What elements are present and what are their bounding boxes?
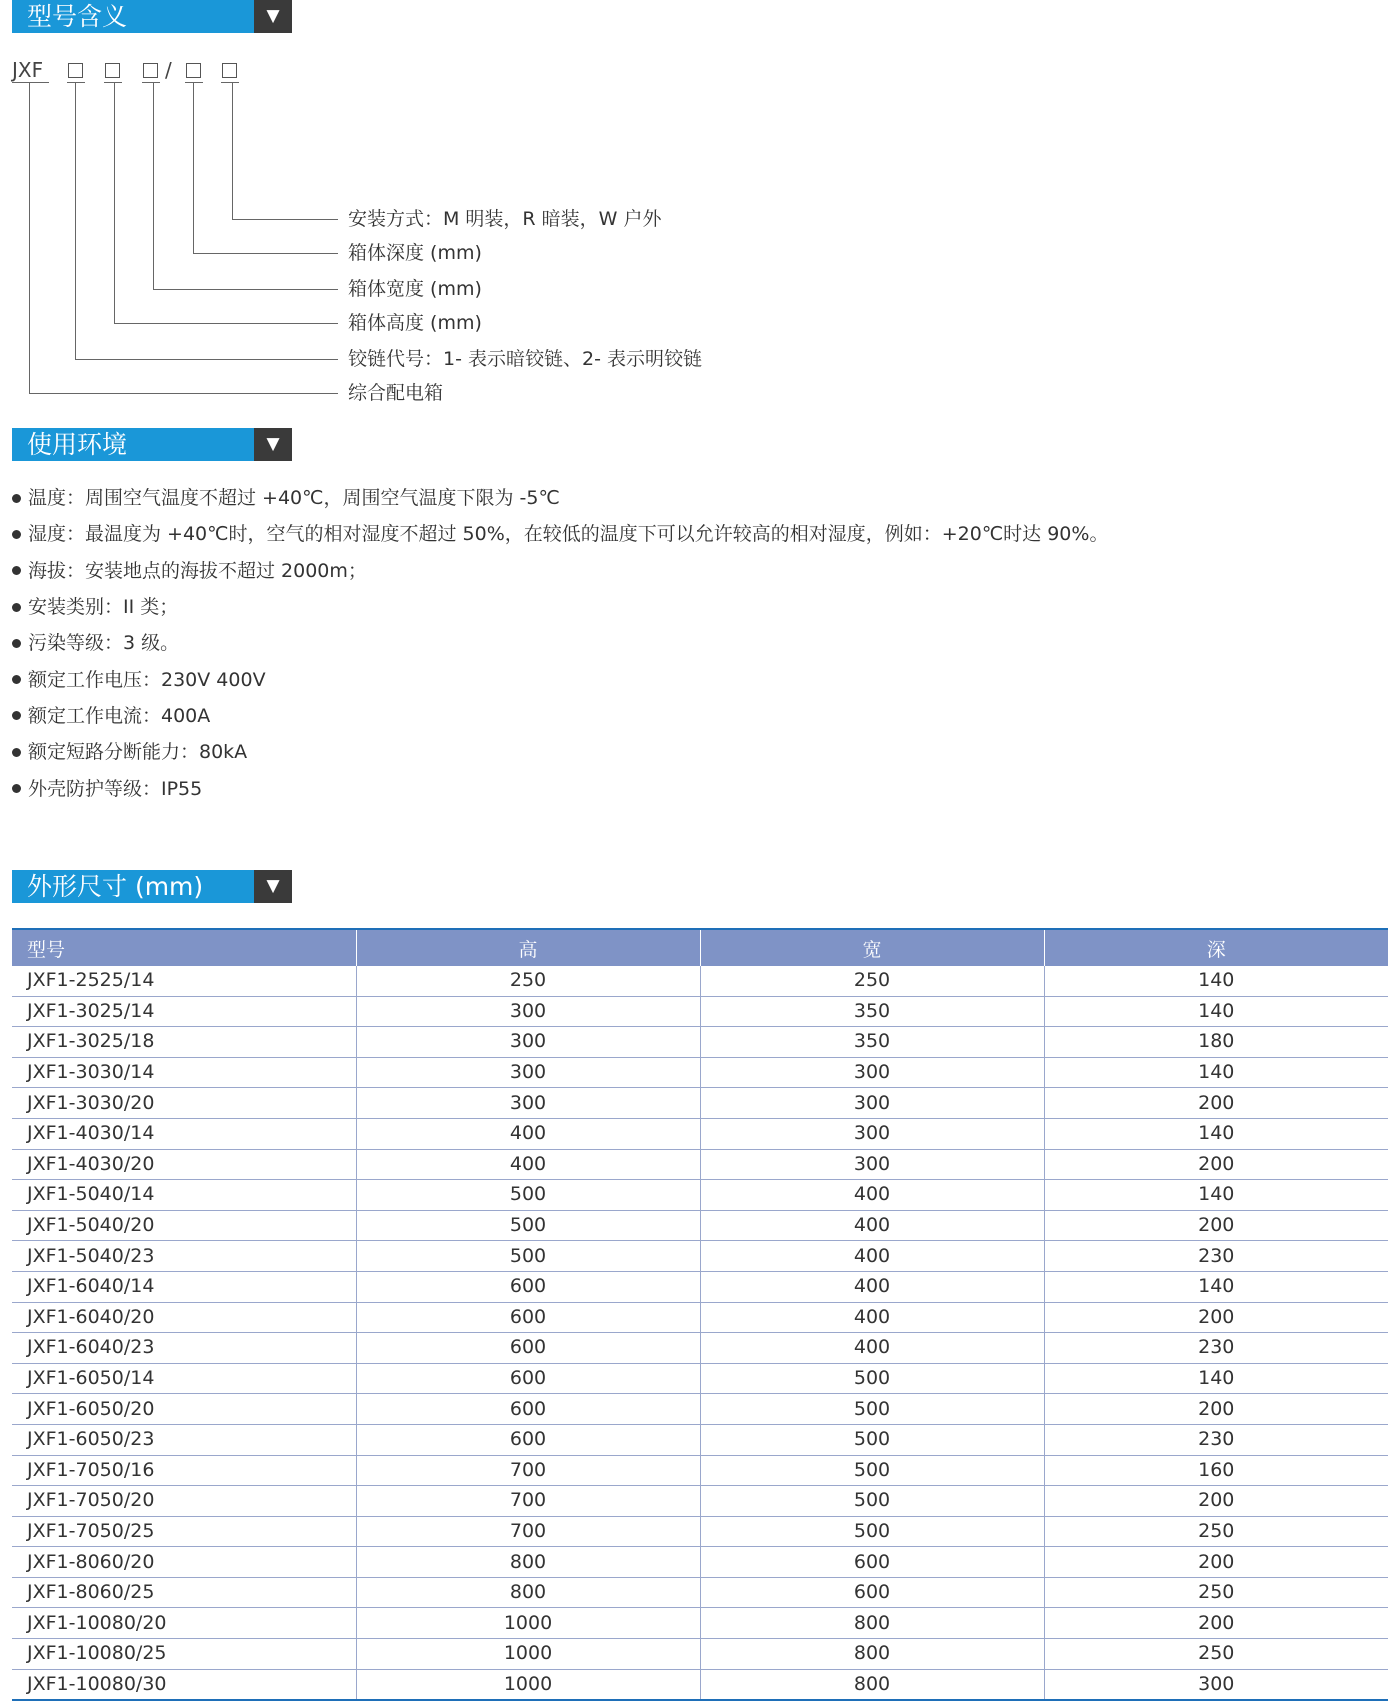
- code-box: [143, 63, 158, 78]
- cell-height: 1000: [356, 1669, 700, 1700]
- code-box: [105, 63, 120, 78]
- cell-height: 700: [356, 1516, 700, 1547]
- list-item: 海拔：安装地点的海拔不超过 2000m；: [12, 553, 1392, 589]
- table-row: [12, 1516, 1388, 1547]
- cell-model: JXF1-6050/23: [12, 1424, 356, 1455]
- underline: [67, 82, 85, 83]
- cell-width: 250: [700, 966, 1044, 996]
- cell-depth: 200: [1044, 1394, 1388, 1425]
- section-title: 型号含义: [12, 0, 254, 33]
- cell-height: 500: [356, 1180, 700, 1211]
- table-row: [12, 1027, 1388, 1058]
- table-row: [12, 1669, 1388, 1700]
- cell-width: 300: [700, 1118, 1044, 1149]
- cell-height: 600: [356, 1271, 700, 1302]
- cell-height: 600: [356, 1302, 700, 1333]
- cell-height: 300: [356, 996, 700, 1027]
- cell-model: JXF1-6040/14: [12, 1271, 356, 1302]
- bullet-icon: [12, 566, 21, 575]
- bullet-icon: [12, 748, 21, 757]
- environment-list: [12, 480, 1392, 807]
- cell-model: JXF1-6050/14: [12, 1363, 356, 1394]
- cell-width: 600: [700, 1547, 1044, 1578]
- cell-model: JXF1-5040/14: [12, 1180, 356, 1211]
- table-row: [12, 966, 1388, 996]
- cell-depth: 200: [1044, 1149, 1388, 1180]
- column-header-height: 高: [356, 929, 700, 966]
- cell-depth: 200: [1044, 1608, 1388, 1639]
- connector-line: [153, 83, 154, 289]
- cell-height: 500: [356, 1210, 700, 1241]
- code-description: 箱体深度 (mm): [348, 242, 482, 264]
- cell-model: JXF1-6040/23: [12, 1333, 356, 1364]
- table-row: [12, 1455, 1388, 1486]
- cell-model: JXF1-4030/14: [12, 1118, 356, 1149]
- connector-line: [29, 83, 30, 393]
- cell-width: 500: [700, 1486, 1044, 1517]
- underline: [142, 82, 160, 83]
- list-item: 额定工作电压：230V 400V: [12, 661, 1392, 697]
- cell-model: JXF1-10080/20: [12, 1608, 356, 1639]
- model-prefix: JXF: [12, 58, 44, 82]
- cell-width: 400: [700, 1241, 1044, 1272]
- code-description: 安装方式：M 明装，R 暗装，W 户外: [348, 208, 662, 230]
- table-row: [12, 1547, 1388, 1578]
- cell-height: 400: [356, 1118, 700, 1149]
- cell-width: 500: [700, 1363, 1044, 1394]
- code-description: 箱体高度 (mm): [348, 312, 482, 334]
- connector-line: [232, 83, 233, 219]
- table-row: [12, 1577, 1388, 1608]
- bullet-icon: [12, 603, 21, 612]
- section-title: 外形尺寸 (mm): [12, 870, 254, 903]
- cell-width: 350: [700, 996, 1044, 1027]
- bullet-icon: [12, 711, 21, 720]
- section-header-environment: [12, 428, 292, 461]
- connector-line: [153, 289, 338, 290]
- connector-line: [193, 83, 194, 253]
- table-body: [12, 966, 1388, 1700]
- cell-depth: 140: [1044, 996, 1388, 1027]
- cell-depth: 250: [1044, 1577, 1388, 1608]
- cell-width: 500: [700, 1516, 1044, 1547]
- table-row: [12, 1149, 1388, 1180]
- cell-model: JXF1-3025/18: [12, 1027, 356, 1058]
- code-description: 铰链代号：1- 表示暗铰链、2- 表示明铰链: [348, 348, 702, 370]
- cell-model: JXF1-5040/23: [12, 1241, 356, 1272]
- cell-model: JXF1-10080/30: [12, 1669, 356, 1700]
- cell-height: 600: [356, 1363, 700, 1394]
- connector-line: [75, 83, 76, 359]
- cell-model: JXF1-2525/14: [12, 966, 356, 996]
- bullet-icon: [12, 784, 21, 793]
- cell-width: 800: [700, 1639, 1044, 1670]
- list-item: 外壳防护等级：IP55: [12, 770, 1392, 806]
- cell-model: JXF1-8060/20: [12, 1547, 356, 1578]
- list-item: 额定工作电流：400A: [12, 698, 1392, 734]
- connector-line: [232, 219, 338, 220]
- cell-width: 350: [700, 1027, 1044, 1058]
- model-code-diagram: [0, 52, 760, 404]
- cell-depth: 230: [1044, 1424, 1388, 1455]
- list-item: 额定短路分断能力：80kA: [12, 734, 1392, 770]
- cell-height: 600: [356, 1394, 700, 1425]
- cell-width: 500: [700, 1424, 1044, 1455]
- cell-height: 800: [356, 1577, 700, 1608]
- chevron-down-icon[interactable]: ▼: [254, 0, 292, 33]
- table-row: [12, 1241, 1388, 1272]
- table-row: [12, 1180, 1388, 1211]
- cell-height: 250: [356, 966, 700, 996]
- cell-width: 400: [700, 1210, 1044, 1241]
- underline: [221, 82, 239, 83]
- bullet-icon: [12, 639, 21, 648]
- table-row: [12, 1302, 1388, 1333]
- table-row: [12, 1639, 1388, 1670]
- list-item: 温度：周围空气温度不超过 +40℃，周围空气温度下限为 -5℃: [12, 480, 1392, 516]
- code-description: 综合配电箱: [348, 382, 444, 404]
- cell-model: JXF1-7050/20: [12, 1486, 356, 1517]
- connector-line: [29, 393, 338, 394]
- code-slash: /: [165, 58, 172, 82]
- code-box: [68, 63, 83, 78]
- cell-width: 300: [700, 1057, 1044, 1088]
- table-row: [12, 1394, 1388, 1425]
- cell-model: JXF1-6050/20: [12, 1394, 356, 1425]
- cell-model: JXF1-3030/20: [12, 1088, 356, 1119]
- cell-depth: 200: [1044, 1547, 1388, 1578]
- cell-depth: 200: [1044, 1486, 1388, 1517]
- table-row: [12, 1057, 1388, 1088]
- cell-depth: 200: [1044, 1210, 1388, 1241]
- cell-model: JXF1-8060/25: [12, 1577, 356, 1608]
- cell-depth: 140: [1044, 1057, 1388, 1088]
- cell-height: 1000: [356, 1608, 700, 1639]
- cell-depth: 300: [1044, 1669, 1388, 1700]
- connector-line: [75, 359, 338, 360]
- dimensions-table: [12, 928, 1388, 1701]
- underline: [185, 82, 203, 83]
- column-header-depth: 深: [1044, 929, 1388, 966]
- cell-width: 800: [700, 1608, 1044, 1639]
- cell-width: 400: [700, 1302, 1044, 1333]
- cell-height: 800: [356, 1547, 700, 1578]
- bullet-icon: [12, 530, 21, 539]
- cell-width: 400: [700, 1333, 1044, 1364]
- cell-model: JXF1-3025/14: [12, 996, 356, 1027]
- cell-depth: 180: [1044, 1027, 1388, 1058]
- cell-height: 500: [356, 1241, 700, 1272]
- list-item: 污染等级：3 级。: [12, 625, 1392, 661]
- cell-height: 1000: [356, 1639, 700, 1670]
- cell-height: 600: [356, 1424, 700, 1455]
- underline: [104, 82, 122, 83]
- cell-depth: 140: [1044, 1118, 1388, 1149]
- cell-model: JXF1-10080/25: [12, 1639, 356, 1670]
- section-title: 使用环境: [12, 428, 254, 461]
- column-header-model: 型号: [12, 929, 356, 966]
- cell-depth: 200: [1044, 1302, 1388, 1333]
- bullet-icon: [12, 494, 21, 503]
- cell-depth: 140: [1044, 966, 1388, 996]
- connector-line: [193, 253, 338, 254]
- table-row: [12, 1210, 1388, 1241]
- cell-model: JXF1-4030/20: [12, 1149, 356, 1180]
- table-row: [12, 1486, 1388, 1517]
- list-item: 安装类别：II 类；: [12, 589, 1392, 625]
- code-box: [222, 63, 237, 78]
- cell-width: 300: [700, 1149, 1044, 1180]
- cell-depth: 230: [1044, 1333, 1388, 1364]
- cell-depth: 250: [1044, 1516, 1388, 1547]
- chevron-down-icon[interactable]: ▼: [254, 428, 292, 461]
- cell-width: 600: [700, 1577, 1044, 1608]
- table-row: [12, 996, 1388, 1027]
- cell-depth: 160: [1044, 1455, 1388, 1486]
- table-row: [12, 1088, 1388, 1119]
- underline: [12, 82, 49, 83]
- cell-width: 500: [700, 1455, 1044, 1486]
- code-box: [186, 63, 201, 78]
- table-header-row: [12, 929, 1388, 966]
- cell-depth: 140: [1044, 1363, 1388, 1394]
- section-header-dimensions: [12, 870, 292, 903]
- cell-model: JXF1-6040/20: [12, 1302, 356, 1333]
- cell-width: 500: [700, 1394, 1044, 1425]
- cell-height: 300: [356, 1027, 700, 1058]
- cell-depth: 230: [1044, 1241, 1388, 1272]
- bullet-icon: [12, 675, 21, 684]
- section-header-model-meaning: [12, 0, 292, 33]
- cell-model: JXF1-7050/25: [12, 1516, 356, 1547]
- table-row: [12, 1118, 1388, 1149]
- code-description: 箱体宽度 (mm): [348, 278, 482, 300]
- cell-depth: 200: [1044, 1088, 1388, 1119]
- connector-line: [114, 83, 115, 323]
- table-row: [12, 1333, 1388, 1364]
- table-row: [12, 1363, 1388, 1394]
- cell-model: JXF1-5040/20: [12, 1210, 356, 1241]
- cell-depth: 250: [1044, 1639, 1388, 1670]
- cell-height: 300: [356, 1057, 700, 1088]
- cell-height: 400: [356, 1149, 700, 1180]
- cell-depth: 140: [1044, 1180, 1388, 1211]
- cell-depth: 140: [1044, 1271, 1388, 1302]
- table-row: [12, 1608, 1388, 1639]
- cell-height: 700: [356, 1486, 700, 1517]
- cell-model: JXF1-7050/16: [12, 1455, 356, 1486]
- cell-width: 400: [700, 1180, 1044, 1211]
- table-row: [12, 1271, 1388, 1302]
- cell-model: JXF1-3030/14: [12, 1057, 356, 1088]
- cell-width: 800: [700, 1669, 1044, 1700]
- cell-height: 600: [356, 1333, 700, 1364]
- column-header-width: 宽: [700, 929, 1044, 966]
- cell-height: 700: [356, 1455, 700, 1486]
- cell-width: 400: [700, 1271, 1044, 1302]
- list-item: 湿度：最温度为 +40℃时，空气的相对湿度不超过 50%，在较低的温度下可以允许较高的相对湿度，例如：+20℃时达 90%。: [12, 516, 1392, 552]
- chevron-down-icon[interactable]: ▼: [254, 870, 292, 903]
- cell-width: 300: [700, 1088, 1044, 1119]
- cell-height: 300: [356, 1088, 700, 1119]
- connector-line: [114, 323, 338, 324]
- table-row: [12, 1424, 1388, 1455]
